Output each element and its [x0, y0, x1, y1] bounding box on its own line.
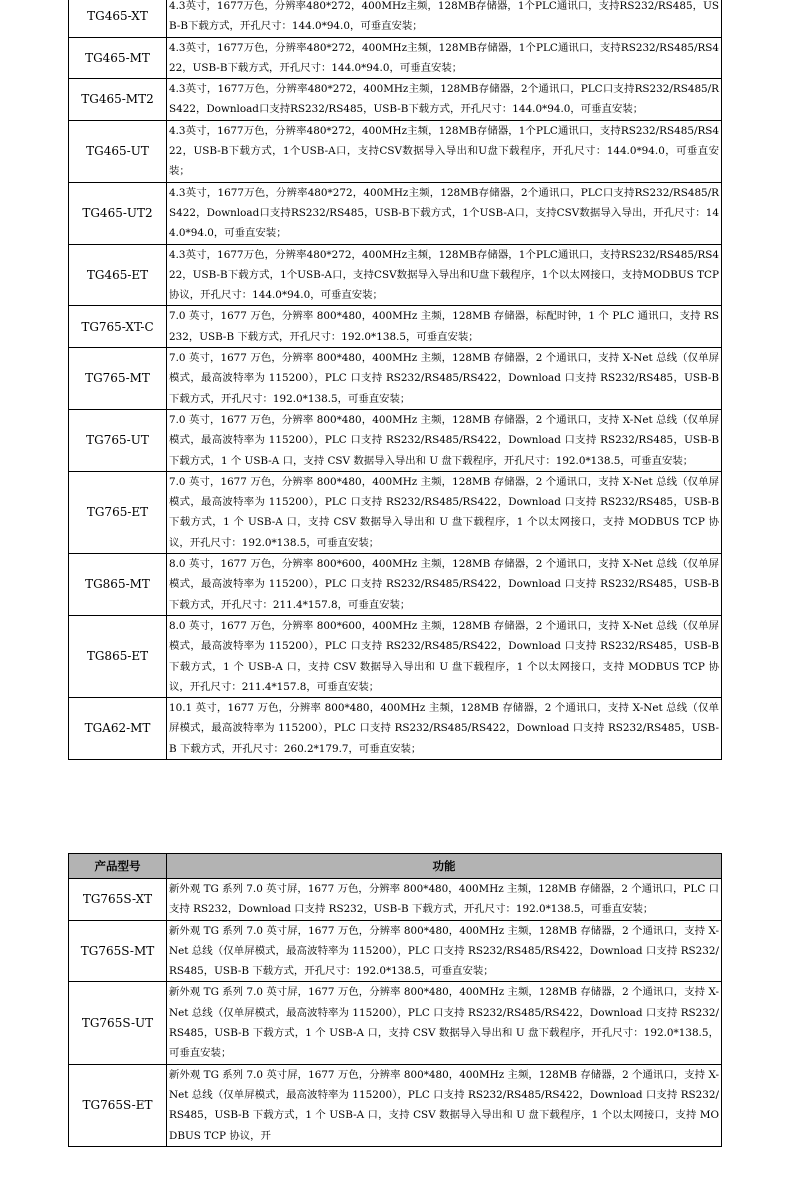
table-row	[69, 554, 722, 616]
table-row	[69, 698, 722, 760]
table-row	[69, 982, 722, 1064]
function-cell: 4.3英寸，1677万色，分辨率480*272，400MHz主频，128MB存储器，1个PLC通讯口，支持RS232/RS485/RS422，USB-B下载方式，1个USB-A口，支持CSV数据导入导出和U盘下载程序，1个以太网接口，支持MODBUS TCP协议，开孔尺寸：144.0*94.0，可垂直安装；	[167, 244, 722, 306]
model-cell: TG765S-MT	[69, 920, 167, 982]
table-row	[69, 1064, 722, 1146]
function-cell: 新外观 TG 系列 7.0 英寸屏，1677 万色，分辨率 800*480，400MHz 主频，128MB 存储器，2 个通讯口，支持 X-Net 总线（仅单屏模式，最高波特率为 115200），PLC 口支持 RS232/RS485/RS422，Download 口支持 RS232/RS485，USB-B 下载方式，1 个 USB-A 口，支持 CSV 数据导入导出和 U 盘下载程序，1 个以太网接口，支持 MODBUS TCP 协议，开	[167, 1064, 722, 1146]
product-spec-table-part2	[68, 853, 722, 1147]
function-cell: 新外观 TG 系列 7.0 英寸屏，1677 万色，分辨率 800*480，400MHz 主频，128MB 存储器，2 个通讯口，支持 X-Net 总线（仅单屏模式，最高波特率为 115200），PLC 口支持 RS232/RS485/RS422，Download 口支持 RS232/RS485，USB-B 下载方式，开孔尺寸：192.0*138.5，可垂直安装；	[167, 920, 722, 982]
table-row	[69, 879, 722, 921]
model-cell: TG465-ET	[69, 244, 167, 306]
function-cell: 新外观 TG 系列 7.0 英寸屏，1677 万色，分辨率 800*480，400MHz 主频，128MB 存储器，2 个通讯口，支持 X-Net 总线（仅单屏模式，最高波特率为 115200），PLC 口支持 RS232/RS485/RS422，Download 口支持 RS232/RS485，USB-B 下载方式，1 个 USB-A 口，支持 CSV 数据导入导出和 U 盘下载程序，开孔尺寸：192.0*138.5，可垂直安装；	[167, 982, 722, 1064]
table-row	[69, 348, 722, 410]
model-cell: TG765S-ET	[69, 1064, 167, 1146]
function-cell: 新外观 TG 系列 7.0 英寸屏，1677 万色，分辨率 800*480，400MHz 主频，128MB 存储器，2 个通讯口，PLC 口支持 RS232，Download 口支持 RS232，USB-B 下载方式，开孔尺寸：192.0*138.5，可垂直安装；	[167, 879, 722, 921]
table-header-row	[69, 854, 722, 879]
table-row	[69, 920, 722, 982]
function-cell: 7.0 英寸，1677 万色，分辨率 800*480，400MHz 主频，128MB 存储器，2 个通讯口，支持 X-Net 总线（仅单屏模式，最高波特率为 115200），PLC 口支持 RS232/RS485/RS422，Download 口支持 RS232/RS485，USB-B 下载方式，开孔尺寸：192.0*138.5，可垂直安装；	[167, 348, 722, 410]
model-cell: TG465-XT	[69, 0, 167, 37]
function-cell: 7.0 英寸，1677 万色，分辨率 800*480，400MHz 主频，128MB 存储器，2 个通讯口，支持 X-Net 总线（仅单屏模式，最高波特率为 115200），PLC 口支持 RS232/RS485/RS422，Download 口支持 RS232/RS485，USB-B 下载方式，1 个 USB-A 口，支持 CSV 数据导入导出和 U 盘下载程序，开孔尺寸：192.0*138.5，可垂直安装；	[167, 409, 722, 471]
function-cell: 7.0 英寸，1677 万色，分辨率 800*480，400MHz 主频，128MB 存储器，标配时钟，1 个 PLC 通讯口，支持 RS232，USB-B 下载方式，开孔尺寸：192.0*138.5，可垂直安装；	[167, 306, 722, 348]
table-row	[69, 182, 722, 244]
model-cell: TGA62-MT	[69, 698, 167, 760]
function-cell: 4.3英寸，1677万色，分辨率480*272，400MHz主频，128MB存储器，1个PLC通讯口，支持RS232/RS485/RS422，USB-B下载方式，1个USB-A口，支持CSV数据导入导出和U盘下载程序，开孔尺寸：144.0*94.0，可垂直安装；	[167, 120, 722, 182]
model-cell: TG465-MT	[69, 37, 167, 79]
model-cell: TG765-ET	[69, 471, 167, 553]
header-model-cell: 产品型号	[69, 854, 167, 879]
function-cell: 4.3英寸，1677万色，分辨率480*272，400MHz主频，128MB存储器，1个PLC通讯口，支持RS232/RS485/RS422，USB-B下载方式，开孔尺寸：144.0*94.0，可垂直安装；	[167, 37, 722, 79]
function-cell: 10.1 英寸，1677 万色，分辨率 800*480，400MHz 主频，128MB 存储器，2 个通讯口，支持 X-Net 总线（仅单屏模式，最高波特率为 115200），PLC 口支持 RS232/RS485/RS422，Download 口支持 RS232/RS485，USB-B 下载方式，开孔尺寸：260.2*179.7，可垂直安装；	[167, 698, 722, 760]
model-cell: TG465-UT2	[69, 182, 167, 244]
model-cell: TG765-MT	[69, 348, 167, 410]
function-cell: 4.3英寸，1677万色，分辨率480*272，400MHz主频，128MB存储器，2个通讯口，PLC口支持RS232/RS485/RS422，Download口支持RS232/RS485，USB-B下载方式，1个USB-A口，支持CSV数据导入导出，开孔尺寸：144.0*94.0，可垂直安装；	[167, 182, 722, 244]
model-cell: TG465-MT2	[69, 79, 167, 121]
table-row	[69, 0, 722, 37]
model-cell: TG465-UT	[69, 120, 167, 182]
table-row	[69, 79, 722, 121]
table-row	[69, 244, 722, 306]
function-cell: 7.0 英寸，1677 万色，分辨率 800*480，400MHz 主频，128MB 存储器，2 个通讯口，支持 X-Net 总线（仅单屏模式，最高波特率为 115200），PLC 口支持 RS232/RS485/RS422，Download 口支持 RS232/RS485，USB-B 下载方式，1 个 USB-A 口，支持 CSV 数据导入导出和 U 盘下载程序，1 个以太网接口，支持 MODBUS TCP 协议，开孔尺寸：192.0*138.5，可垂直安装；	[167, 471, 722, 553]
spec-sheet	[68, 0, 722, 1198]
function-cell: 4.3英寸，1677万色，分辨率480*272，400MHz主频，128MB存储器，1个PLC通讯口，支持RS232/RS485，USB-B下载方式，开孔尺寸：144.0*94.0，可垂直安装；	[167, 0, 722, 37]
table-row	[69, 306, 722, 348]
model-cell: TG765-XT-C	[69, 306, 167, 348]
product-spec-table-part1	[68, 0, 722, 760]
function-cell: 8.0 英寸，1677 万色，分辨率 800*600，400MHz 主频，128MB 存储器，2 个通讯口，支持 X-Net 总线（仅单屏模式，最高波特率为 115200），PLC 口支持 RS232/RS485/RS422，Download 口支持 RS232/RS485，USB-B 下载方式，开孔尺寸：211.4*157.8，可垂直安装；	[167, 554, 722, 616]
model-cell: TG865-MT	[69, 554, 167, 616]
model-cell: TG865-ET	[69, 615, 167, 697]
table-row	[69, 615, 722, 697]
model-cell: TG765-UT	[69, 409, 167, 471]
model-cell: TG765S-XT	[69, 879, 167, 921]
table-row	[69, 409, 722, 471]
table-row	[69, 120, 722, 182]
table-row	[69, 37, 722, 79]
function-cell: 4.3英寸，1677万色，分辨率480*272，400MHz主频，128MB存储器，2个通讯口，PLC口支持RS232/RS485/RS422，Download口支持RS232/RS485，USB-B下载方式，开孔尺寸：144.0*94.0，可垂直安装；	[167, 79, 722, 121]
header-function-cell: 功能	[167, 854, 722, 879]
model-cell: TG765S-UT	[69, 982, 167, 1064]
function-cell: 8.0 英寸，1677 万色，分辨率 800*600，400MHz 主频，128MB 存储器，2 个通讯口，支持 X-Net 总线（仅单屏模式，最高波特率为 115200），PLC 口支持 RS232/RS485/RS422，Download 口支持 RS232/RS485，USB-B 下载方式，1 个 USB-A 口，支持 CSV 数据导入导出和 U 盘下载程序，1 个以太网接口，支持 MODBUS TCP 协议，开孔尺寸：211.4*157.8，可垂直安装；	[167, 615, 722, 697]
table-row	[69, 471, 722, 553]
